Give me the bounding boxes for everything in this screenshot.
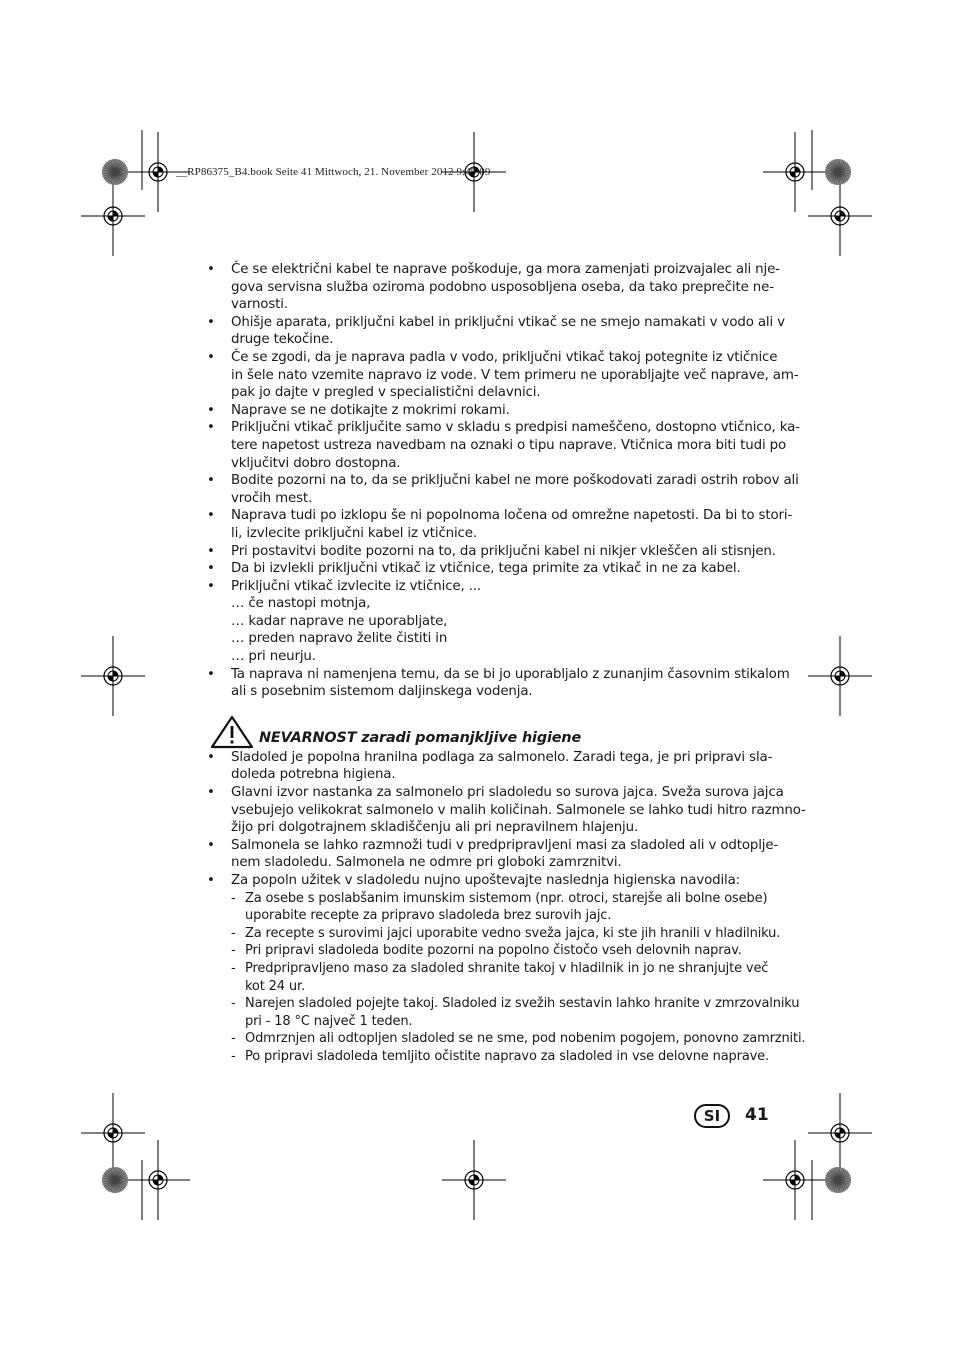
list-item-line: vsebujejo velikokrat salmonelo v malih količinah. Salmonele se lahko tudi hitro razmno-: [231, 802, 806, 818]
list-item: [207, 543, 776, 561]
dash-item: [231, 1048, 772, 1066]
list-item: [207, 261, 780, 314]
list-item-line: in šele nato vzemite napravo iz vode. V tem primeru ne uporabljajte več naprave, am-: [231, 367, 799, 383]
warning-heading: [207, 715, 772, 749]
dash-item: [231, 1030, 806, 1048]
dash-item: [231, 960, 772, 995]
sub-item: … kadar naprave ne uporabljate,: [231, 613, 448, 629]
list-item-line: • Glavni izvor nastanka za salmonelo pri sladoledu so surova jajca. Sveža surova jajca: [231, 785, 784, 801]
hygiene-rules-list: [231, 890, 806, 1066]
color-star-mark: [825, 159, 851, 185]
list-item: [207, 872, 806, 1066]
dash-item-line: - Za recepte s surovimi jajci uporabite vedno sveža jajca, ki ste jih hranili v hladilniku.: [245, 925, 781, 941]
crosshair-mark: [126, 1140, 190, 1220]
list-item-line: • Priključni vtikač priključite samo v skladu s predpisi nameščeno, dostopno vtičnico, ka-: [231, 420, 800, 436]
safety-instructions-list: [207, 261, 800, 701]
list-item: [207, 560, 772, 578]
list-item-line: ali s posebnim sistemom daljinskega vodenja.: [231, 684, 533, 700]
crosshair-mark: [81, 636, 145, 716]
crosshair-mark: [808, 636, 872, 716]
print-file-header: __RP86375_B4.book Seite 41 Mittwoch, 21. November 2012 9:49 09: [176, 166, 491, 178]
list-item-line: žijo pri dolgotrajnem skladiščenju ali pri nepravilnem hlajenju.: [231, 820, 639, 836]
dash-item: [231, 995, 800, 1030]
crosshair-mark: [763, 132, 827, 212]
hygiene-instructions-list: [207, 749, 806, 1066]
dash-item-line: kot 24 ur.: [245, 978, 305, 994]
list-item-line: vključitvi dobro dostopna.: [231, 455, 401, 471]
list-item-line: • Če se zgodi, da je naprava padla v vodo, priključni vtikač takoj potegnite iz vtičnice: [231, 349, 778, 365]
list-item: [207, 402, 772, 420]
list-item: [207, 349, 799, 402]
list-item-line: vročih mest.: [231, 490, 313, 506]
list-item-line: • Ta naprava ni namenjena temu, da se bi jo uporabljalo z zunanjim časovnim stikalom: [231, 666, 790, 682]
list-item-line: • Sladoled je popolna hranilna podlaga za salmonelo. Zaradi tega, je pri pripravi sla-: [231, 749, 773, 765]
dash-item: [231, 942, 772, 960]
main-content: [207, 261, 806, 1066]
crosshair-mark: [763, 1140, 827, 1220]
dash-item-line: - Po pripravi sladoleda temljito očistite napravo za sladoled in vse delovne naprave.: [245, 1048, 770, 1064]
list-item-line: doleda potrebna higiena.: [231, 767, 396, 783]
dash-item-line: pri - 18 °C največ 1 teden.: [245, 1013, 413, 1029]
list-item-line: li, izvlecite priključni kabel iz vtičnice.: [231, 525, 477, 541]
list-item-line: • Pri postavitvi bodite pozorni na to, da priključni kabel ni nikjer vkleščen ali stisnjen.: [231, 543, 776, 559]
crosshair-mark: [808, 1093, 872, 1173]
list-item: [207, 666, 790, 701]
color-star-mark: [825, 1167, 851, 1193]
language-badge: SI: [694, 1104, 730, 1128]
dash-item-line: - Narejen sladoled pojejte takoj. Sladoled iz svežih sestavin lahko hranite v zmrzovalniku: [245, 996, 800, 1012]
list-item-line: • Da bi izvlekli priključni vtikač iz vtičnice, tega primite za vtikač in ne za kabel.: [231, 561, 741, 577]
dash-item-line: - Za osebe s poslabšanim imunskim sistemom (npr. otroci, starejše ali bolne osebe): [245, 890, 768, 906]
list-item: [207, 314, 785, 349]
crosshair-mark: [81, 1093, 145, 1173]
list-item-line: nem sladoledu. Salmonela ne odmre pri globoki zamrznitvi.: [231, 855, 622, 871]
list-item: [207, 837, 779, 872]
color-star-mark: [102, 159, 128, 185]
list-item: [207, 419, 800, 472]
color-star-mark: [102, 1167, 128, 1193]
list-item: [207, 749, 772, 784]
list-item-line: • Za popoln užitek v sladoledu nujno upoštevajte naslednja higienska navodila:: [231, 873, 741, 888]
list-item: [207, 578, 772, 666]
list-item-line: • Priključni vtikač izvlecite iz vtičnice, ...: [231, 578, 482, 594]
warning-triangle-icon: [210, 715, 254, 749]
list-item-line: pak jo dajte v pregled v specialistični delavnici.: [231, 385, 541, 401]
dash-item: [231, 890, 772, 925]
dash-item-line: - Pri pripravi sladoleda bodite pozorni na popolno čistočo vseh delovnih naprav.: [245, 943, 742, 959]
list-item-line: • Salmonela se lahko razmnoži tudi v predpripravljeni masi za sladoled ali v odtoplje-: [231, 837, 779, 853]
crosshair-mark: [81, 176, 145, 256]
list-item-line: • Ohišje aparata, priključni kabel in priključni vtikač se ne smejo namakati v vodo ali v: [231, 314, 785, 330]
list-item: [207, 784, 806, 837]
sub-item: … če nastopi motnja,: [231, 596, 371, 612]
list-item-line: • Če se električni kabel te naprave poškoduje, ga mora zamenjati proizvajalec ali nje-: [231, 262, 780, 277]
dash-item-line: uporabite recepte za pripravo sladoleda brez surovih jajc.: [245, 908, 612, 924]
page-number: 41: [745, 1105, 769, 1125]
crosshair-mark: [442, 1140, 506, 1220]
list-item-line: varnosti.: [231, 297, 288, 313]
warning-title: NEVARNOST zaradi pomanjkljive higiene: [259, 729, 582, 746]
list-item-line: • Naprava tudi po izklopu še ni popolnoma ločena od omrežne napetosti. Da bi to stori-: [231, 508, 793, 524]
list-item-line: gova servisna služba oziroma podobno usposobljena oseba, da tako preprečite ne-: [231, 279, 774, 295]
dash-item-line: - Odmrznjen ali odtopljen sladoled se ne sme, pod nobenim pogojem, ponovno zamrzniti.: [245, 1031, 806, 1047]
crosshair-mark: [808, 176, 872, 256]
sub-item: … preden napravo želite čistiti in: [231, 631, 448, 647]
list-item-line: druge tekočine.: [231, 332, 334, 348]
list-item: [207, 507, 793, 542]
list-item-line: tere napetost ustreza navedbam na oznaki o tipu naprave. Vtičnica mora biti tudi po: [231, 437, 787, 453]
list-item-line: • Bodite pozorni na to, da se priključni kabel ne more poškodovati zaradi ostrih robov ali: [231, 473, 799, 489]
list-item-line: • Naprave se ne dotikajte z mokrimi rokami.: [231, 402, 510, 418]
list-item: [207, 472, 799, 507]
sub-item: … pri neurju.: [231, 649, 316, 665]
dash-item: [231, 925, 781, 943]
dash-item-line: - Predpripravljeno maso za sladoled shranite takoj v hladilnik in jo ne shranjujte več: [245, 960, 769, 976]
